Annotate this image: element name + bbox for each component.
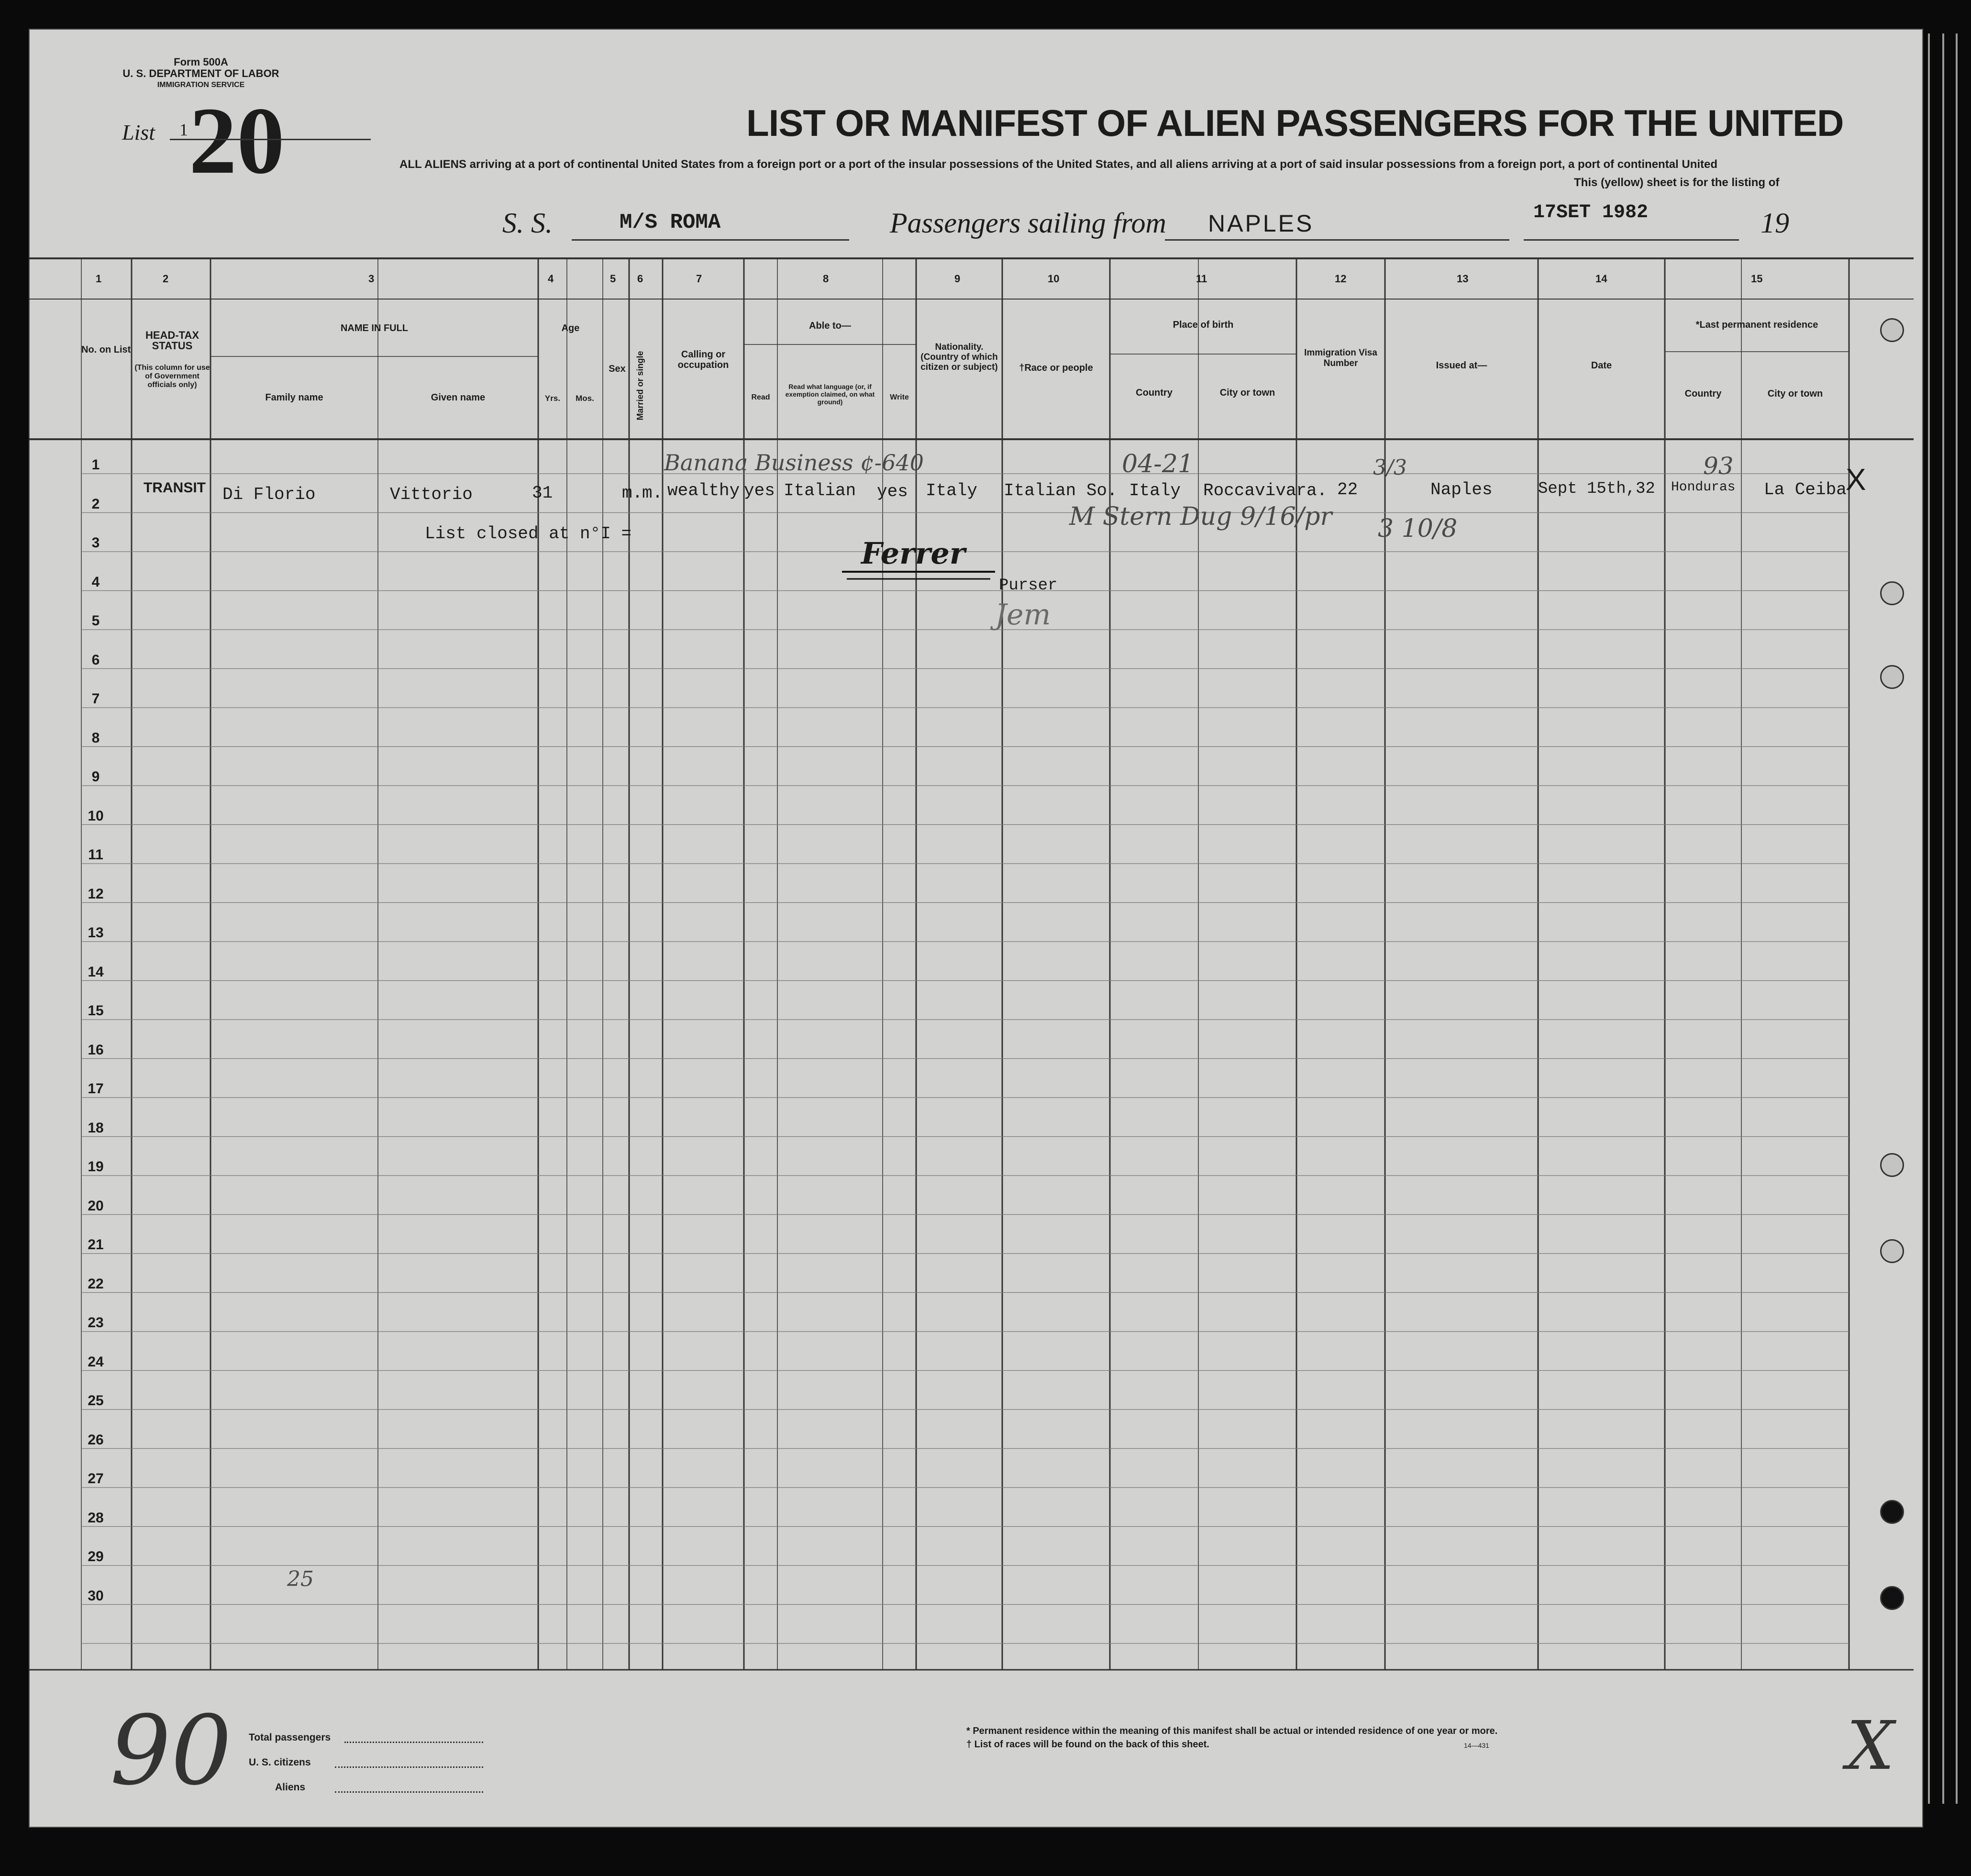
race: Italian So.: [1004, 481, 1118, 500]
service-name: IMMIGRATION SERVICE: [157, 81, 245, 89]
binder-hole: [1880, 1500, 1904, 1524]
column-number: 3: [368, 273, 375, 285]
header-name-in-full: NAME IN FULL: [340, 323, 409, 333]
footnote-races: † List of races will be found on the back of this sheet.: [966, 1739, 1209, 1750]
row-number: 30: [88, 1587, 104, 1604]
header-birth-country: Country: [1136, 388, 1173, 398]
purser-label: Purser: [999, 577, 1058, 595]
us-citizens-line: [335, 1766, 483, 1768]
row-number: 10: [88, 808, 104, 824]
row-number: 26: [88, 1432, 104, 1448]
column-number: 14: [1595, 273, 1607, 285]
row-number: 22: [88, 1276, 104, 1292]
row-number: 25: [88, 1393, 104, 1409]
column-number: 15: [1751, 273, 1763, 285]
issued-at: Naples: [1430, 480, 1493, 500]
row-mark: X: [1846, 462, 1866, 497]
purser-signature: Ferrer: [861, 536, 965, 571]
row-number: 17: [88, 1081, 104, 1097]
column-number: 2: [163, 273, 169, 285]
birth-city: Roccavivara.: [1203, 481, 1328, 500]
initials-note: Jem: [995, 598, 1051, 632]
row-number: 14: [88, 964, 104, 980]
age-years: 31: [532, 483, 553, 503]
list-closed-note: List closed at n°I =: [425, 524, 632, 544]
row-number: 12: [88, 886, 104, 902]
column-number: 13: [1457, 273, 1469, 285]
year-label: 19: [1761, 207, 1789, 239]
visa-note: 3/3: [1373, 455, 1407, 480]
row-number: 27: [88, 1471, 104, 1487]
row-number: 5: [91, 613, 100, 629]
residence-country: Honduras: [1671, 480, 1736, 495]
given-name: Vittorio: [390, 485, 473, 504]
row-number: 28: [88, 1510, 104, 1526]
header-read: Read: [751, 393, 770, 401]
aliens-line: [335, 1791, 483, 1793]
birth-country: Italy: [1129, 481, 1181, 500]
binder-hole: [1880, 1239, 1904, 1263]
header-race: †Race or people: [1019, 363, 1093, 373]
occupation: wealthy: [667, 481, 740, 500]
header-write: Write: [890, 393, 909, 401]
header-no-on-list: No. on List: [81, 344, 131, 355]
row-number: 2: [91, 496, 100, 512]
row29-note: 25: [287, 1567, 314, 1591]
header-birth-city: City or town: [1219, 388, 1275, 398]
header-visa-number: Immigration Visa Number: [1304, 348, 1377, 368]
header-date: Date: [1591, 360, 1612, 371]
sailing-label: Passengers sailing from: [890, 207, 1166, 239]
header-able-to: Able to—: [809, 321, 851, 331]
header-nationality: Nationality. (Country of which citizen or subject): [920, 342, 998, 372]
form-block: [115, 56, 287, 91]
form-code: 14—431: [1464, 1742, 1489, 1749]
footnote-residence: * Permanent residence within the meaning of this manifest shall be actual or intended residence of one year or more.: [966, 1726, 1498, 1736]
binder-hole: [1880, 665, 1904, 689]
department-name: U. S. DEPARTMENT OF LABOR: [122, 67, 279, 79]
visa-number: 22: [1337, 480, 1358, 500]
margin-total: 90: [110, 1695, 232, 1807]
nationality: Italy: [926, 481, 978, 500]
date-stamp: 17SET 1982: [1533, 202, 1649, 223]
column-number: 6: [637, 273, 643, 285]
married-value: m.: [642, 483, 663, 503]
column-number: 4: [548, 273, 554, 285]
column-number: 7: [696, 273, 702, 285]
list-line: [170, 139, 371, 140]
row-number: 13: [88, 925, 104, 941]
row-number: 23: [88, 1315, 104, 1331]
total-passengers-line: [344, 1742, 483, 1743]
row-number: 1: [91, 457, 100, 473]
row-number: 15: [88, 1003, 104, 1019]
ship-name: M/S ROMA: [620, 211, 721, 234]
header-residence-city: City or town: [1767, 389, 1823, 399]
row-number: 7: [91, 691, 100, 707]
residence-city: La Ceiba: [1764, 480, 1847, 500]
list-label: List: [122, 120, 155, 144]
row-number: 20: [88, 1198, 104, 1214]
column-number: 8: [823, 273, 829, 285]
header-last-residence: *Last permanent residence: [1695, 320, 1818, 330]
occupation-note: Banana Business ¢-640: [664, 450, 924, 476]
header-married: Married or single: [635, 351, 645, 421]
header-residence-country: Country: [1684, 389, 1722, 399]
row2-fraction: 3 10/8: [1378, 514, 1458, 543]
row-number: 24: [88, 1354, 104, 1370]
row-number: 29: [88, 1549, 104, 1565]
header-age: Age: [561, 323, 580, 333]
header-head-tax-note: (This column for use of Government officials only): [134, 364, 210, 389]
ss-label: S. S.: [502, 207, 553, 239]
binder-hole: [1880, 1586, 1904, 1610]
list-number: 20: [189, 88, 285, 194]
row-number: 21: [88, 1237, 104, 1253]
header-mos: Mos.: [576, 394, 594, 403]
read-language: Italian: [784, 481, 856, 500]
birth-note: 04-21: [1122, 450, 1194, 478]
margin-x: X: [1847, 1707, 1894, 1785]
head-tax-stamp: TRANSIT: [144, 480, 206, 496]
aliens-label: Aliens: [275, 1782, 306, 1793]
column-number: 5: [610, 273, 616, 285]
can-read: yes: [744, 481, 775, 500]
row-number: 4: [91, 574, 100, 590]
column-number: 11: [1196, 273, 1207, 285]
row-number: 8: [91, 730, 100, 746]
page-title: LIST OR MANIFEST OF ALIEN PASSENGERS FOR THE UNITED: [746, 102, 1844, 144]
form-number: Form 500A: [174, 56, 228, 68]
header-yrs: Yrs.: [544, 394, 561, 403]
header-head-tax: HEAD-TAX STATUS: [145, 329, 199, 352]
row-number: 16: [88, 1042, 104, 1058]
row-number: 19: [88, 1159, 104, 1175]
total-passengers-label: Total passengers: [249, 1732, 331, 1743]
column-number: 10: [1048, 273, 1060, 285]
row-number: 11: [88, 847, 103, 863]
row2-note: M Stern Dug 9/16/pr: [1069, 502, 1332, 531]
header-calling: Calling or occupation: [677, 349, 729, 370]
header-sex: Sex: [609, 364, 626, 374]
binder-hole: [1880, 581, 1904, 605]
subtitle-line2: This (yellow) sheet is for the listing of: [1574, 176, 1780, 189]
column-number: 12: [1335, 273, 1347, 285]
header-place-of-birth: Place of birth: [1173, 320, 1234, 330]
residence-note: 93: [1703, 452, 1734, 480]
us-citizens-label: U. S. citizens: [249, 1757, 311, 1768]
header-given-name: Given name: [431, 392, 486, 403]
row-number: 3: [91, 535, 100, 551]
family-name: Di Florio: [222, 485, 316, 504]
port-name: NAPLES: [1208, 210, 1314, 237]
header-read-language: Read what language (or, if exemption claimed, on what ground): [785, 383, 875, 406]
row-number: 18: [88, 1120, 104, 1136]
visa-date: Sept 15th,32: [1538, 480, 1655, 498]
row-number: 6: [91, 652, 100, 668]
header-issued-at: Issued at—: [1436, 360, 1487, 371]
list-prefix: 1: [179, 120, 188, 139]
column-number: 9: [954, 273, 961, 285]
sex-value: m.: [622, 483, 643, 503]
can-write: yes: [877, 482, 908, 501]
subtitle-line1: ALL ALIENS arriving at a port of continental United States from a foreign port or a port of the insular possessions of the United States, and all aliens arriving at a port of said insular possessions from a foreign port, a port of continental United: [399, 158, 1718, 171]
header-family-name: Family name: [265, 392, 323, 403]
row-number: 9: [91, 769, 100, 785]
binder-hole: [1880, 318, 1904, 342]
column-number: 1: [96, 273, 102, 285]
binder-hole: [1880, 1153, 1904, 1177]
